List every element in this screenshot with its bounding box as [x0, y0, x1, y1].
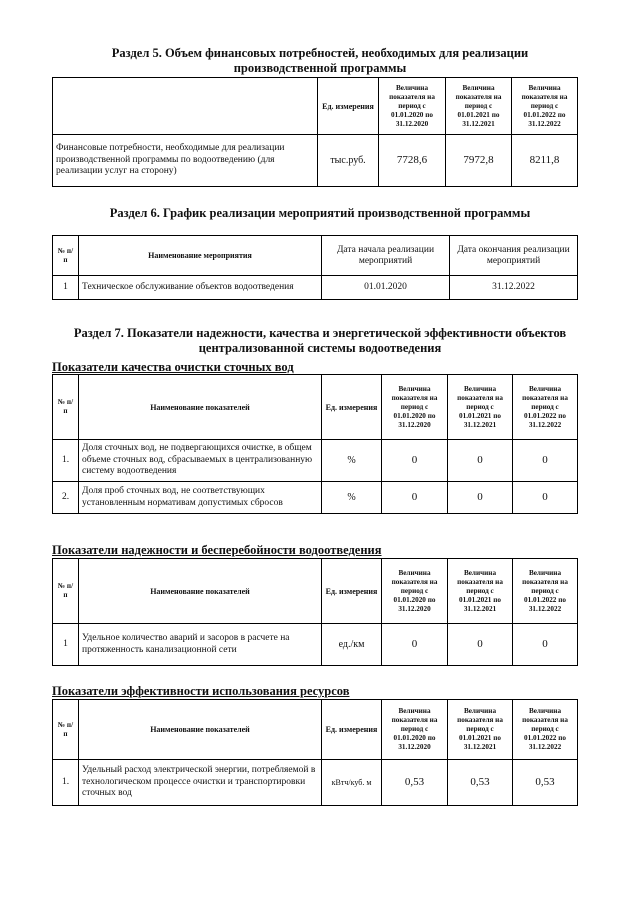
- quality-row-value-2020: 0: [382, 440, 448, 482]
- reliability-header-unit: Ед. измерения: [322, 559, 382, 624]
- schedule-header-num: № п/п: [53, 236, 79, 276]
- quality-subtitle: Показатели качества очистки сточных вод: [52, 360, 294, 374]
- quality-row-value-2022: 0: [513, 440, 578, 482]
- section5-title-line1: Раздел 5. Объем финансовых потребностей, необходимых для реализации: [111, 46, 529, 60]
- efficiency-header-2021: Величина показателя на период с 01.01.2021 по 31.12.2021: [448, 700, 513, 760]
- reliability-table: [52, 558, 578, 666]
- reliability-header-2021: Величина показателя на период с 01.01.2021 по 31.12.2021: [448, 559, 513, 624]
- quality-header-2022: Величина показателя на период с 01.01.2022 по 31.12.2022: [513, 375, 578, 440]
- efficiency-subtitle: Показатели эффективности использования ресурсов: [52, 684, 350, 698]
- financial-value-2020: 7728,6: [379, 135, 446, 187]
- efficiency-header-2022: Величина показателя на период с 01.01.2022 по 31.12.2022: [513, 700, 578, 760]
- section7-title-line1: Раздел 7. Показатели надежности, качества и энергетической эффективности объектов: [73, 326, 567, 340]
- quality-row-num: 2.: [53, 482, 79, 514]
- reliability-header-2022: Величина показателя на период с 01.01.2022 по 31.12.2022: [513, 559, 578, 624]
- reliability-header-num: № п/п: [53, 559, 79, 624]
- efficiency-row-unit: кВтч/куб. м: [322, 760, 382, 806]
- section6-title: Раздел 6. График реализации мероприятий производственной программы: [109, 206, 531, 220]
- efficiency-header-num: № п/п: [53, 700, 79, 760]
- reliability-value-2021: 0: [448, 624, 513, 666]
- quality-header-2020: Величина показателя на период с 01.01.2020 по 31.12.2020: [382, 375, 448, 440]
- financial-value-2021: 7972,8: [446, 135, 512, 187]
- schedule-table: [52, 235, 578, 300]
- schedule-row-end: 31.12.2022: [450, 276, 578, 300]
- quality-row-name: Доля сточных вод, не подвергающихся очистке, в общем объеме сточных вод, сбрасываемых в централизованную систему водоотведения: [79, 440, 322, 482]
- quality-row-unit: %: [322, 440, 382, 482]
- efficiency-header-unit: Ед. измерения: [322, 700, 382, 760]
- quality-header-name: Наименование показателей: [79, 375, 322, 440]
- quality-row-unit: %: [322, 482, 382, 514]
- quality-row-value-2021: 0: [448, 482, 513, 514]
- quality-row-value-2020: 0: [382, 482, 448, 514]
- header-period-2021: Величина показателя на период с 01.01.2021 по 31.12.2021: [446, 78, 512, 135]
- quality-table: [52, 374, 578, 514]
- schedule-header-name: Наименование мероприятия: [79, 236, 322, 276]
- quality-header-unit: Ед. измерения: [322, 375, 382, 440]
- financial-needs-table: [52, 77, 578, 187]
- quality-header-num: № п/п: [53, 375, 79, 440]
- financial-value-2022: 8211,8: [512, 135, 578, 187]
- header-unit: Ед. измерения: [318, 78, 379, 135]
- reliability-value-2020: 0: [382, 624, 448, 666]
- efficiency-value-2021: 0,53: [448, 760, 513, 806]
- reliability-row-num: 1: [53, 624, 79, 666]
- efficiency-value-2022: 0,53: [513, 760, 578, 806]
- section7-title: [40, 326, 600, 356]
- header-empty: [53, 78, 318, 135]
- section5-title: [40, 46, 600, 76]
- section5-title-line2: производственной программы: [233, 61, 407, 75]
- header-period-2020: Величина показателя на период с 01.01.2020 по 31.12.2020: [379, 78, 446, 135]
- efficiency-table: [52, 699, 578, 806]
- reliability-row-name: Удельное количество аварий и засоров в расчете на протяженность канализационной сети: [79, 624, 322, 666]
- quality-row-value-2022: 0: [513, 482, 578, 514]
- section7-title-line2: централизованной системы водоотведения: [198, 341, 442, 355]
- schedule-header-end: Дата окончания реализации мероприятий: [450, 236, 578, 276]
- reliability-header-2020: Величина показателя на период с 01.01.2020 по 31.12.2020: [382, 559, 448, 624]
- schedule-row-start: 01.01.2020: [322, 276, 450, 300]
- quality-row-num: 1.: [53, 440, 79, 482]
- schedule-row-name: Техническое обслуживание объектов водоотведения: [79, 276, 322, 300]
- reliability-subtitle: Показатели надежности и бесперебойности водоотведения: [52, 543, 382, 557]
- financial-row-unit: тыс.руб.: [318, 135, 379, 187]
- schedule-header-start: Дата начала реализации мероприятий: [322, 236, 450, 276]
- efficiency-value-2020: 0,53: [382, 760, 448, 806]
- efficiency-header-name: Наименование показателей: [79, 700, 322, 760]
- schedule-row-num: 1: [53, 276, 79, 300]
- reliability-header-name: Наименование показателей: [79, 559, 322, 624]
- quality-row-value-2021: 0: [448, 440, 513, 482]
- reliability-value-2022: 0: [513, 624, 578, 666]
- reliability-row-unit: ед./км: [322, 624, 382, 666]
- efficiency-row-num: 1.: [53, 760, 79, 806]
- quality-row-name: Доля проб сточных вод, не соответствующих установленным нормативам допустимых сбросов: [79, 482, 322, 514]
- header-period-2022: Величина показателя на период с 01.01.2022 по 31.12.2022: [512, 78, 578, 135]
- efficiency-header-2020: Величина показателя на период с 01.01.2020 по 31.12.2020: [382, 700, 448, 760]
- quality-header-2021: Величина показателя на период с 01.01.2021 по 31.12.2021: [448, 375, 513, 440]
- efficiency-row-name: Удельный расход электрической энергии, потребляемой в технологическом процессе очистки и транспортировки сточных вод: [79, 760, 322, 806]
- financial-row-name: Финансовые потребности, необходимые для реализации производственной программы по водоотведению (для реализации услуг на сторону): [53, 135, 318, 187]
